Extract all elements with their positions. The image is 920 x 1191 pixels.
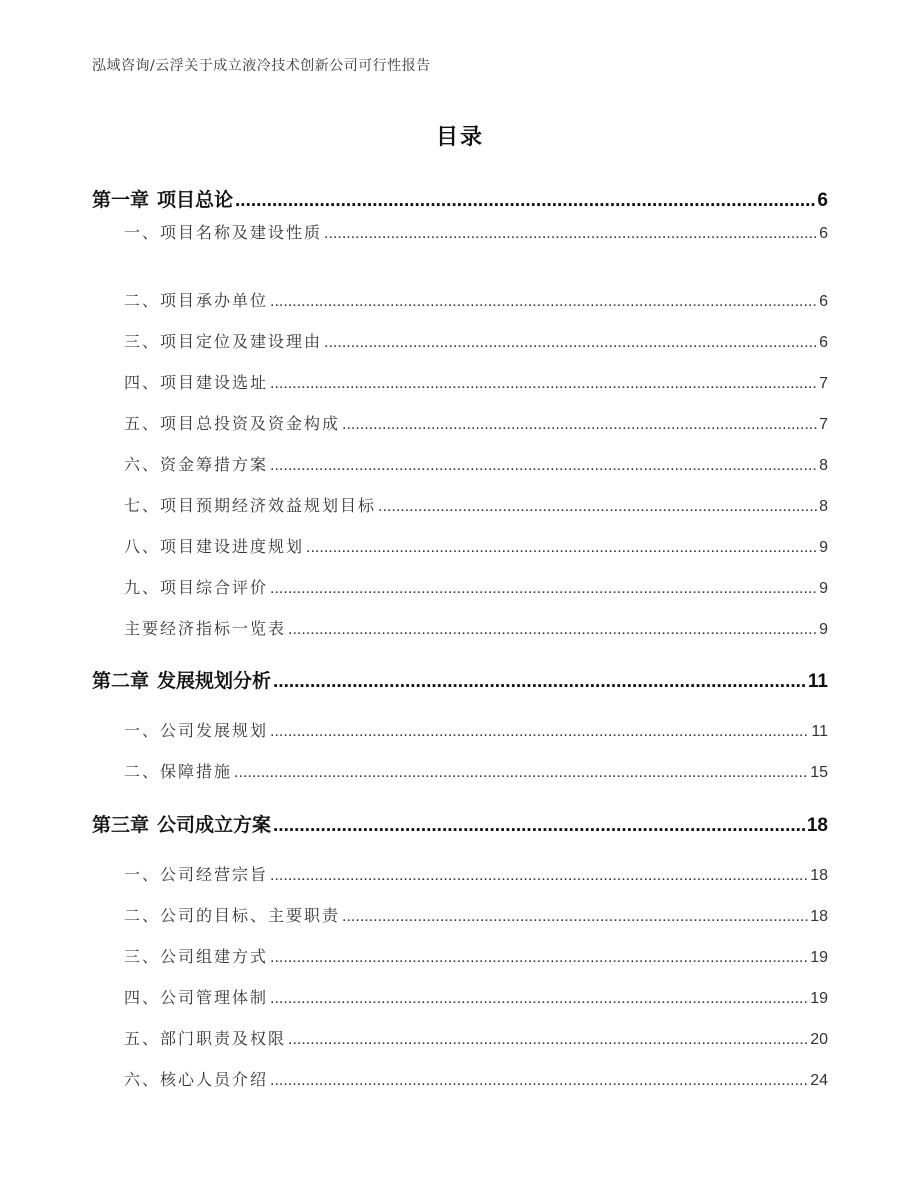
toc-chapter-2[interactable] bbox=[92, 666, 828, 693]
toc-entry-label: 资金筹措方案 bbox=[160, 455, 269, 474]
toc-dot-leader bbox=[273, 671, 806, 693]
toc-chapter-number: 第二章 bbox=[92, 670, 150, 692]
toc-entry-label: 公司经营宗旨 bbox=[160, 865, 269, 884]
toc-section-number: 五、 bbox=[124, 1029, 161, 1048]
toc-section[interactable] bbox=[124, 944, 828, 967]
toc-dot-leader bbox=[273, 815, 805, 837]
toc-page-number: 9 bbox=[819, 580, 828, 597]
toc-page-number: 9 bbox=[819, 621, 828, 638]
toc-page-number: 19 bbox=[810, 990, 828, 1007]
toc-dot-leader bbox=[270, 990, 808, 1008]
toc-entry-label: 项目总论 bbox=[157, 189, 234, 211]
toc-dot-leader bbox=[288, 1031, 808, 1049]
toc-dot-leader bbox=[324, 334, 817, 352]
toc-section[interactable] bbox=[124, 575, 828, 598]
toc-section-number: 九、 bbox=[124, 578, 161, 597]
toc-entry-label: 保障措施 bbox=[160, 762, 233, 781]
toc-page-number: 15 bbox=[810, 764, 828, 781]
toc-entry-label: 项目总投资及资金构成 bbox=[160, 414, 341, 433]
toc-entry-label: 项目建设进度规划 bbox=[160, 537, 305, 556]
toc-entry-label: 公司组建方式 bbox=[160, 947, 269, 966]
toc-entry-label: 公司成立方案 bbox=[157, 814, 272, 836]
toc-page-number: 8 bbox=[819, 457, 828, 474]
toc-section[interactable] bbox=[124, 288, 828, 311]
toc-entry-label: 项目承办单位 bbox=[160, 291, 269, 310]
toc-section[interactable] bbox=[124, 220, 828, 243]
toc-dot-leader bbox=[342, 416, 817, 434]
toc-title: 目录 bbox=[435, 125, 484, 150]
toc-page-number: 18 bbox=[806, 815, 828, 836]
toc-section-number: 四、 bbox=[124, 373, 161, 392]
toc-page-number: 6 bbox=[817, 190, 828, 211]
toc-page-number: 6 bbox=[819, 225, 828, 242]
toc-entry-label: 核心人员介绍 bbox=[160, 1070, 269, 1089]
toc-dot-leader bbox=[270, 375, 817, 393]
toc-section[interactable] bbox=[124, 718, 828, 741]
toc-dot-leader bbox=[270, 457, 817, 475]
toc-entry-label: 项目定位及建设理由 bbox=[160, 332, 323, 351]
toc-entry-label: 主要经济指标一览表 bbox=[124, 619, 287, 638]
toc-page-number: 19 bbox=[810, 949, 828, 966]
toc-dot-leader bbox=[234, 764, 808, 782]
toc-page-number: 7 bbox=[819, 375, 828, 392]
toc-section[interactable] bbox=[124, 329, 828, 352]
toc-chapter-1[interactable] bbox=[92, 185, 828, 212]
toc-section-number: 六、 bbox=[124, 455, 161, 474]
toc-dot-leader bbox=[270, 1072, 808, 1090]
toc-chapter-number: 第三章 bbox=[92, 814, 150, 836]
toc-section-number: 三、 bbox=[124, 332, 161, 351]
toc-section-number: 一、 bbox=[124, 865, 161, 884]
toc-section-number: 八、 bbox=[124, 537, 161, 556]
toc-page-number: 11 bbox=[811, 723, 828, 740]
toc-section[interactable] bbox=[124, 862, 828, 885]
toc-section-number: 二、 bbox=[124, 762, 161, 781]
toc-page-number: 6 bbox=[819, 293, 828, 310]
toc-section[interactable] bbox=[124, 452, 828, 475]
toc-section[interactable] bbox=[124, 1026, 828, 1049]
toc-entry-label: 公司发展规划 bbox=[160, 721, 269, 740]
toc-dot-leader bbox=[378, 498, 817, 516]
toc-entry-label: 项目综合评价 bbox=[160, 578, 269, 597]
toc-section[interactable] bbox=[124, 759, 828, 782]
toc-page-number: 24 bbox=[810, 1072, 828, 1089]
toc-dot-leader bbox=[288, 621, 817, 639]
toc-section[interactable] bbox=[124, 493, 828, 516]
toc-page-number: 7 bbox=[819, 416, 828, 433]
toc-dot-leader bbox=[235, 190, 815, 212]
toc-entry-label: 项目预期经济效益规划目标 bbox=[160, 496, 377, 515]
toc-section[interactable] bbox=[124, 903, 828, 926]
toc-section-number: 六、 bbox=[124, 1070, 161, 1089]
toc-dot-leader bbox=[306, 539, 817, 557]
toc-page-number: 18 bbox=[810, 908, 828, 925]
toc-dot-leader bbox=[324, 225, 817, 243]
toc-page-number: 11 bbox=[807, 671, 828, 692]
toc-page-number: 6 bbox=[819, 334, 828, 351]
toc-dot-leader bbox=[270, 293, 817, 311]
toc-entry-label: 公司的目标、主要职责 bbox=[160, 906, 341, 925]
toc-page-number: 9 bbox=[819, 539, 828, 556]
toc-chapter-number: 第一章 bbox=[92, 189, 150, 211]
toc-section[interactable] bbox=[124, 534, 828, 557]
toc-section-number: 二、 bbox=[124, 906, 161, 925]
toc-section-number: 四、 bbox=[124, 988, 161, 1007]
document-header: 泓域咨询/云浮关于成立液冷技术创新公司可行性报告 bbox=[92, 58, 431, 74]
toc-section-number: 一、 bbox=[124, 721, 161, 740]
toc-entry-label: 项目建设选址 bbox=[160, 373, 269, 392]
toc-section-number: 七、 bbox=[124, 496, 161, 515]
toc-chapter-3[interactable] bbox=[92, 810, 828, 837]
toc-page-number: 18 bbox=[810, 867, 828, 884]
toc-entry-label: 项目名称及建设性质 bbox=[160, 223, 323, 242]
toc-page-number: 8 bbox=[819, 498, 828, 515]
toc-dot-leader bbox=[270, 867, 808, 885]
toc-entry-label: 发展规划分析 bbox=[157, 670, 272, 692]
toc-section-number: 二、 bbox=[124, 291, 161, 310]
toc-section-number: 三、 bbox=[124, 947, 161, 966]
toc-section[interactable] bbox=[124, 985, 828, 1008]
toc-section[interactable] bbox=[124, 616, 828, 639]
toc-dot-leader bbox=[270, 580, 817, 598]
toc-dot-leader bbox=[270, 723, 809, 741]
toc-page-number: 20 bbox=[810, 1031, 828, 1048]
toc-section-number: 五、 bbox=[124, 414, 161, 433]
toc-section[interactable] bbox=[124, 1067, 828, 1090]
toc-section[interactable] bbox=[124, 370, 828, 393]
toc-dot-leader bbox=[270, 949, 808, 967]
toc-dot-leader bbox=[342, 908, 808, 926]
toc-entry-label: 部门职责及权限 bbox=[160, 1029, 287, 1048]
toc-section-number: 一、 bbox=[124, 223, 161, 242]
toc-entry-label: 公司管理体制 bbox=[160, 988, 269, 1007]
toc-section[interactable] bbox=[124, 411, 828, 434]
